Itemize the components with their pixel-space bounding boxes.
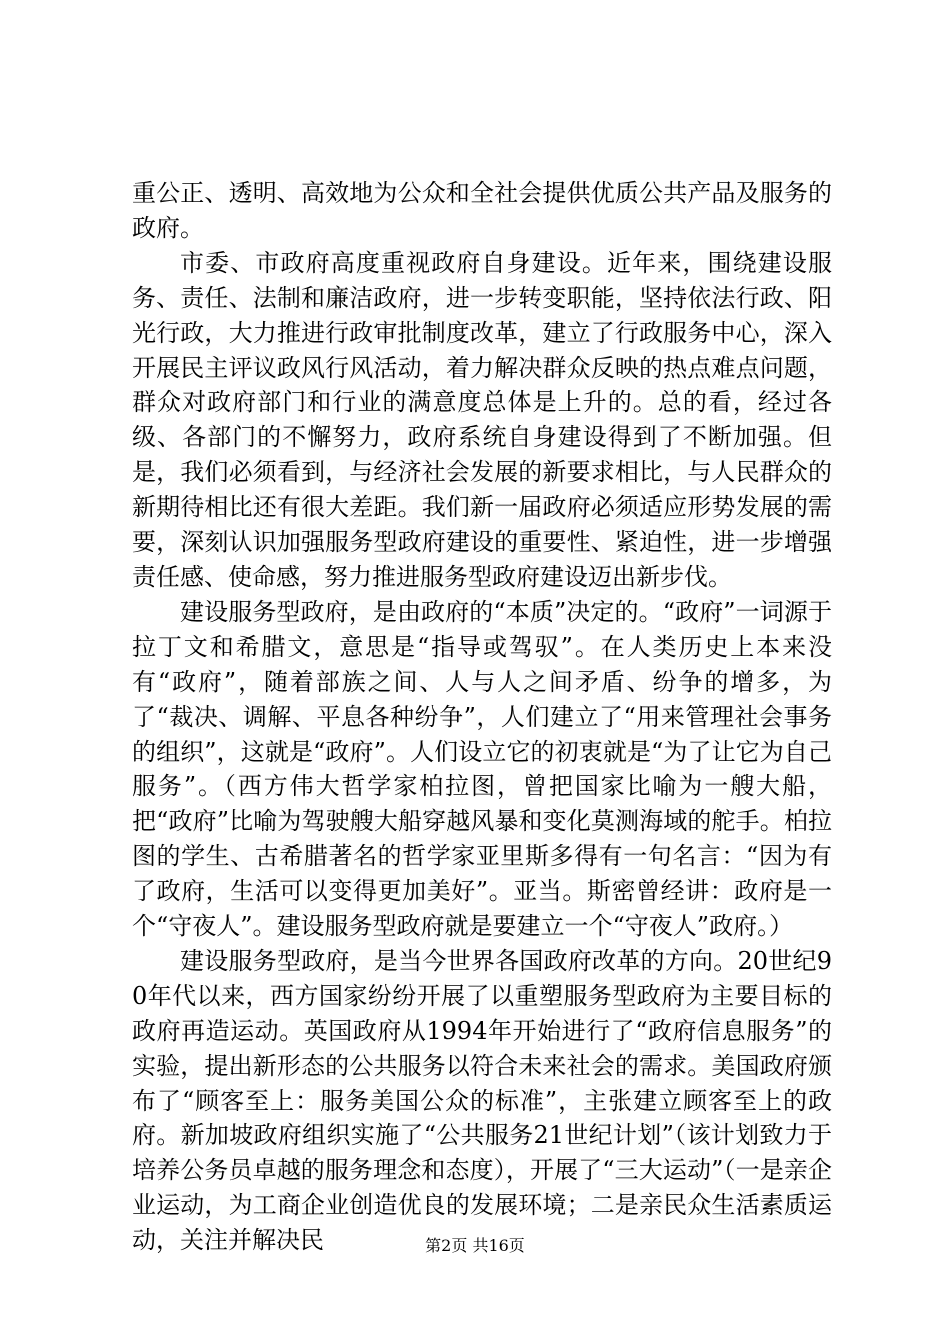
page-number-footer: 第2页 共16页 xyxy=(425,1236,525,1255)
paragraph-1: 重公正、透明、高效地为公众和全社会提供优质公共产品及服务的政府。 xyxy=(132,179,832,242)
paragraph-4: 建设服务型政府，是当今世界各国政府改革的方向。20世纪90年代以来，西方国家纷纷开展了以重塑服务型政府为主要目标的政府再造运动。英国政府从1994年开始进行了“政府信息服务”的实验，提出新形态的公共服务以符合未来社会的需求。美国政府颁布了“顾客至上：服务美国公众的标准”，主张建立顾客至上的政府。新加坡政府组织实施了“公共服务21世纪计划”（该计划致力于培养公务员卓越的服务理念和态度），开展了“三大运动”（一是亲企业运动，为工商企业创造优良的发展环境；二是亲民众生活素质运动，关注并解决民 xyxy=(132,946,832,1255)
paragraph-3: 建设服务型政府，是由政府的“本质”决定的。“政府”一词源于拉丁文和希腊文，意思是“指导或驾驭”。在人类历史上本来没有“政府”，随着部族之间、人与人之间矛盾、纷争的增多，为了“裁决、调解、平息各种纷争”，人们建立了“用来管理社会事务的组织”，这就是“政府”。人们设立它的初衷就是“为了让它为自己服务”。（西方伟大哲学家柏拉图，曾把国家比喻为一艘大船，把“政府”比喻为驾驶艘大船穿越风暴和变化莫测海域的舵手。柏拉图的学生、古希腊著名的哲学家亚里斯多得有一句名言：“因为有了政府，生活可以变得更加美好”。亚当。斯密曾经讲：政府是一个“守夜人”。建设服务型政府就是要建立一个“守夜人”政府。） xyxy=(132,597,832,941)
paragraph-2: 市委、市政府高度重视政府自身建设。近年来，围绕建设服务、责任、法制和廉洁政府，进一步转变职能，坚持依法行政、阳光行政，大力推进行政审批制度改革，建立了行政服务中心，深入开展民主评议政风行风活动，着力解决群众反映的热点难点问题，群众对政府部门和行业的满意度总体是上升的。总的看，经过各级、各部门的不懈努力，政府系统自身建设得到了不断加强。但是，我们必须看到，与经济社会发展的新要求相比，与人民群众的新期待相比还有很大差距。我们新一届政府必须适应形势发展的需要，深刻认识加强服务型政府建设的重要性、紧迫性，进一步增强责任感、使命感，努力推进服务型政府建设迈出新步伐。 xyxy=(132,248,832,591)
document-body xyxy=(132,176,832,1258)
